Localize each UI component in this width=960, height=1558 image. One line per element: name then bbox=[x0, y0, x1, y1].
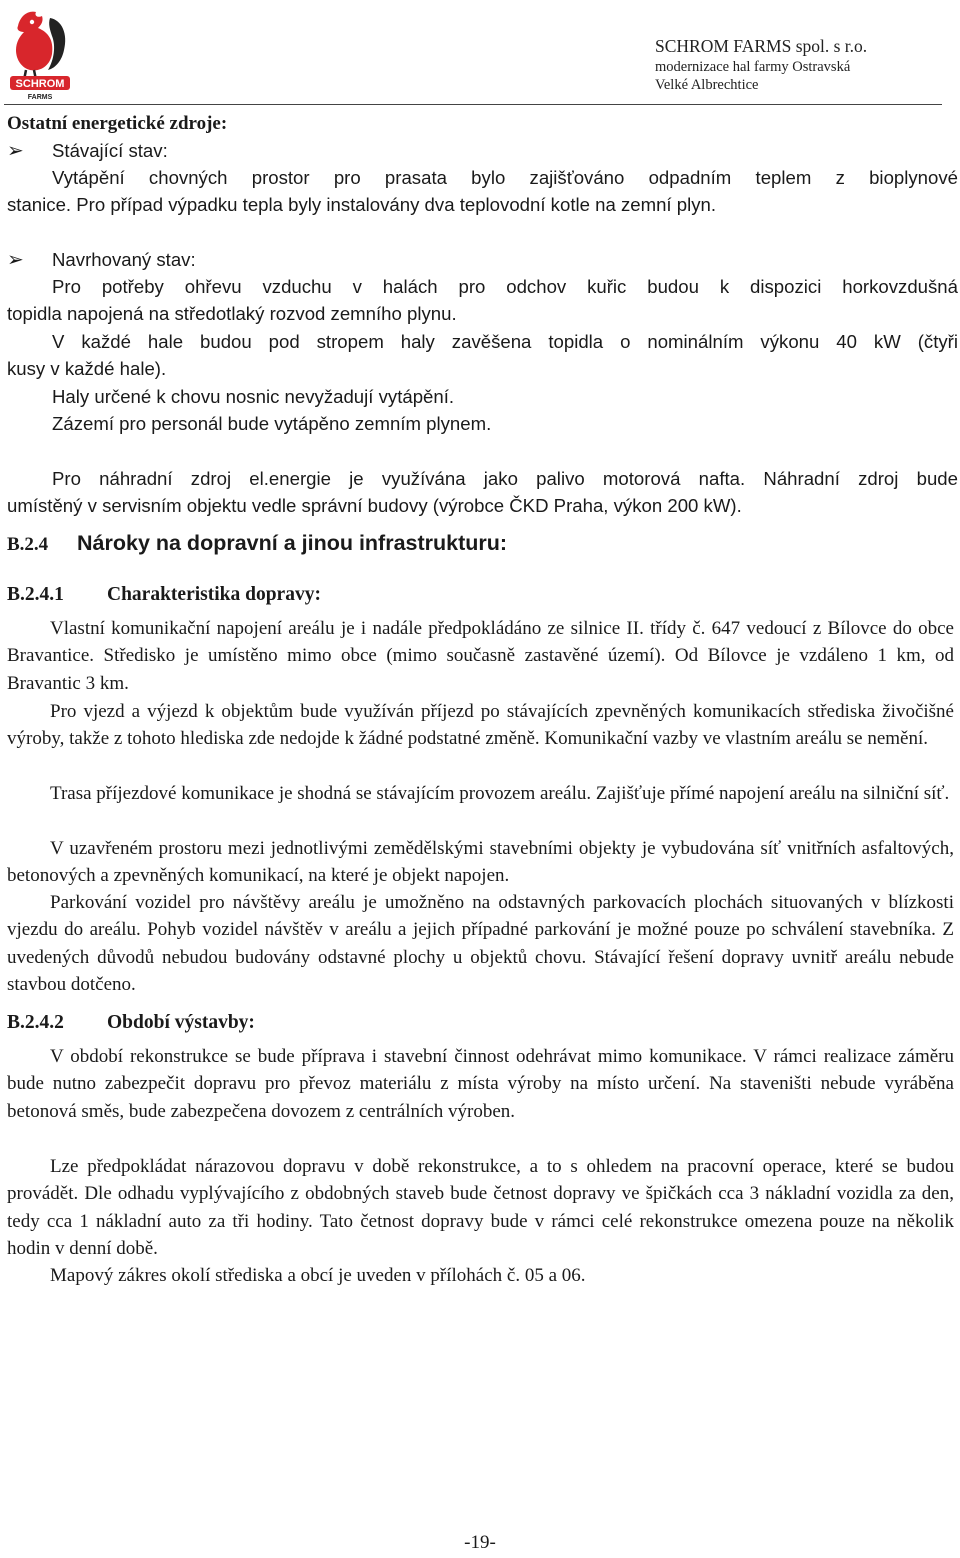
project-line-2: Velké Albrechtice bbox=[655, 77, 759, 93]
header-divider bbox=[4, 104, 942, 105]
construction-para-2: Lze předpokládat nárazovou dopravu v době rekonstrukce, a to s ohledem na pracovní operace, které se budou provádět. Dle odhadu vyplývajícího z obdobných staveb bude četnost dopravy ve špičkách cca 3 nákladní vozidla za den, tedy cca 1 nákladní auto za tři hodiny. Tato četnost dopravy bude v rámci celé rekonstrukce omezena pouze na několik hodin v denní době. bbox=[7, 1156, 954, 1260]
subsection-number: B.2.4.2 bbox=[7, 1012, 64, 1033]
rooster-icon bbox=[16, 12, 65, 80]
current-state-line-1: Vytápění chovných prostor pro prasata bylo zajišťováno odpadním teplem z bioplynové bbox=[52, 167, 958, 188]
subsection-number: B.2.4.1 bbox=[7, 584, 64, 605]
construction-para-3: Mapový zákres okolí střediska a obcí je uveden v přílohách č. 05 a 06. bbox=[50, 1265, 586, 1286]
transport-para-3: Trasa příjezdové komunikace je shodná se stávajícím provozem areálu. Zajišťuje přímé napojení areálu na silniční síť. bbox=[50, 783, 950, 804]
proposed-para-4: Zázemí pro personál bude vytápěno zemním plynem. bbox=[52, 413, 492, 434]
section-title: Nároky na dopravní a jinou infrastrukturu: bbox=[77, 531, 508, 555]
backup-power-line-1: Pro náhradní zdroj el.energie je využívána jako palivo motorová nafta. Náhradní zdroj bude bbox=[52, 468, 958, 489]
project-title bbox=[655, 58, 850, 94]
proposed-para-2-line-2: kusy v každé hale). bbox=[7, 358, 167, 379]
project-line-1: modernizace hal farmy Ostravská bbox=[655, 59, 851, 75]
construction-para-1: V období rekonstrukce se bude příprava i stavební činnost odehrávat mimo komunikace. V rámci realizace záměru bude nutno zabezpečit dopravu pro převoz materiálu z místa výroby na místo určení. Na staveništi nebude vyráběna betonová směs, bude zabezpečena dovozem z centrálních výroben. bbox=[7, 1046, 954, 1122]
subsection-title: Charakteristika dopravy: bbox=[107, 584, 321, 605]
subsection-title: Období výstavby: bbox=[107, 1012, 255, 1033]
proposed-para-2-line-1: V každé hale budou pod stropem haly zavěšena topidla o nominálním výkonu 40 kW (čtyři bbox=[52, 331, 958, 352]
arrow-bullet-icon: ➢ bbox=[7, 138, 24, 162]
proposed-para-1-line-2: topidla napojená na středotlaký rozvod zemního plynu. bbox=[7, 303, 457, 324]
energy-heading: Ostatní energetické zdroje: bbox=[7, 113, 228, 134]
section-number: B.2.4 bbox=[7, 534, 49, 555]
backup-power-line-2: umístěný v servisním objektu vedle správní budovy (výrobce ČKD Praha, výkon 200 kW). bbox=[7, 495, 742, 516]
company-name: SCHROM FARMS spol. s r.o. bbox=[655, 36, 868, 56]
transport-para-5: Parkování vozidel pro návštěvy areálu je umožněno na odstavných parkovacích plochách situovaných v blízkosti vjezdu do areálu. Pohyb vozidel návštěv v areálu a jejich případné parkování je možné pouze po schválení stavebníka. Z uvedených důvodů nebudou budovány odstavné plochy u objektů chovu. Stávající řešení dopravy uvnitř areálu nebude stavbou dotčeno. bbox=[7, 892, 954, 996]
current-state-line-2: stanice. Pro případ výpadku tepla byly instalovány dva teplovodní kotle na zemní plyn. bbox=[7, 194, 717, 215]
transport-para-1: Vlastní komunikační napojení areálu je i nadále předpokládáno ze silnice II. třídy č. 647 vedoucí z Bílovce do obce Bravantice. Středisko je umístěno mimo obce (mimo současně zastavěné území). Od Bílovce je vzdáleno 1 km, od Bravantic 3 km. bbox=[7, 618, 954, 694]
proposed-state-label: Navrhovaný stav: bbox=[52, 249, 196, 270]
proposed-para-3: Haly určené k chovu nosnic nevyžadují vytápění. bbox=[52, 386, 455, 407]
transport-para-2: Pro vjezd a výjezd k objektům bude využíván příjezd po stávajících zpevněných komunikacích střediska živočišné výroby, takže z tohoto hlediska zde nedojde k žádné podstatné změně. Komunikační vazby ve vlastním areálu se nemění. bbox=[7, 701, 954, 750]
arrow-bullet-icon: ➢ bbox=[7, 247, 24, 271]
logo-subtext: FARMS bbox=[27, 94, 53, 101]
page-number: -19- bbox=[464, 1532, 496, 1553]
current-state-label: Stávající stav: bbox=[52, 140, 168, 161]
logo-text: SCHROM bbox=[15, 78, 65, 90]
proposed-para-1-line-1: Pro potřeby ohřevu vzduchu v halách pro odchov kuřic budou k dispozici horkovzdušná bbox=[52, 276, 958, 297]
transport-para-4: V uzavřeném prostoru mezi jednotlivými zemědělskými stavebními objekty je vybudována síť vnitřních asfaltových, betonových a zpevněných komunikací, na které je objekt napojen. bbox=[7, 838, 954, 887]
schrom-farms-logo bbox=[8, 6, 72, 104]
